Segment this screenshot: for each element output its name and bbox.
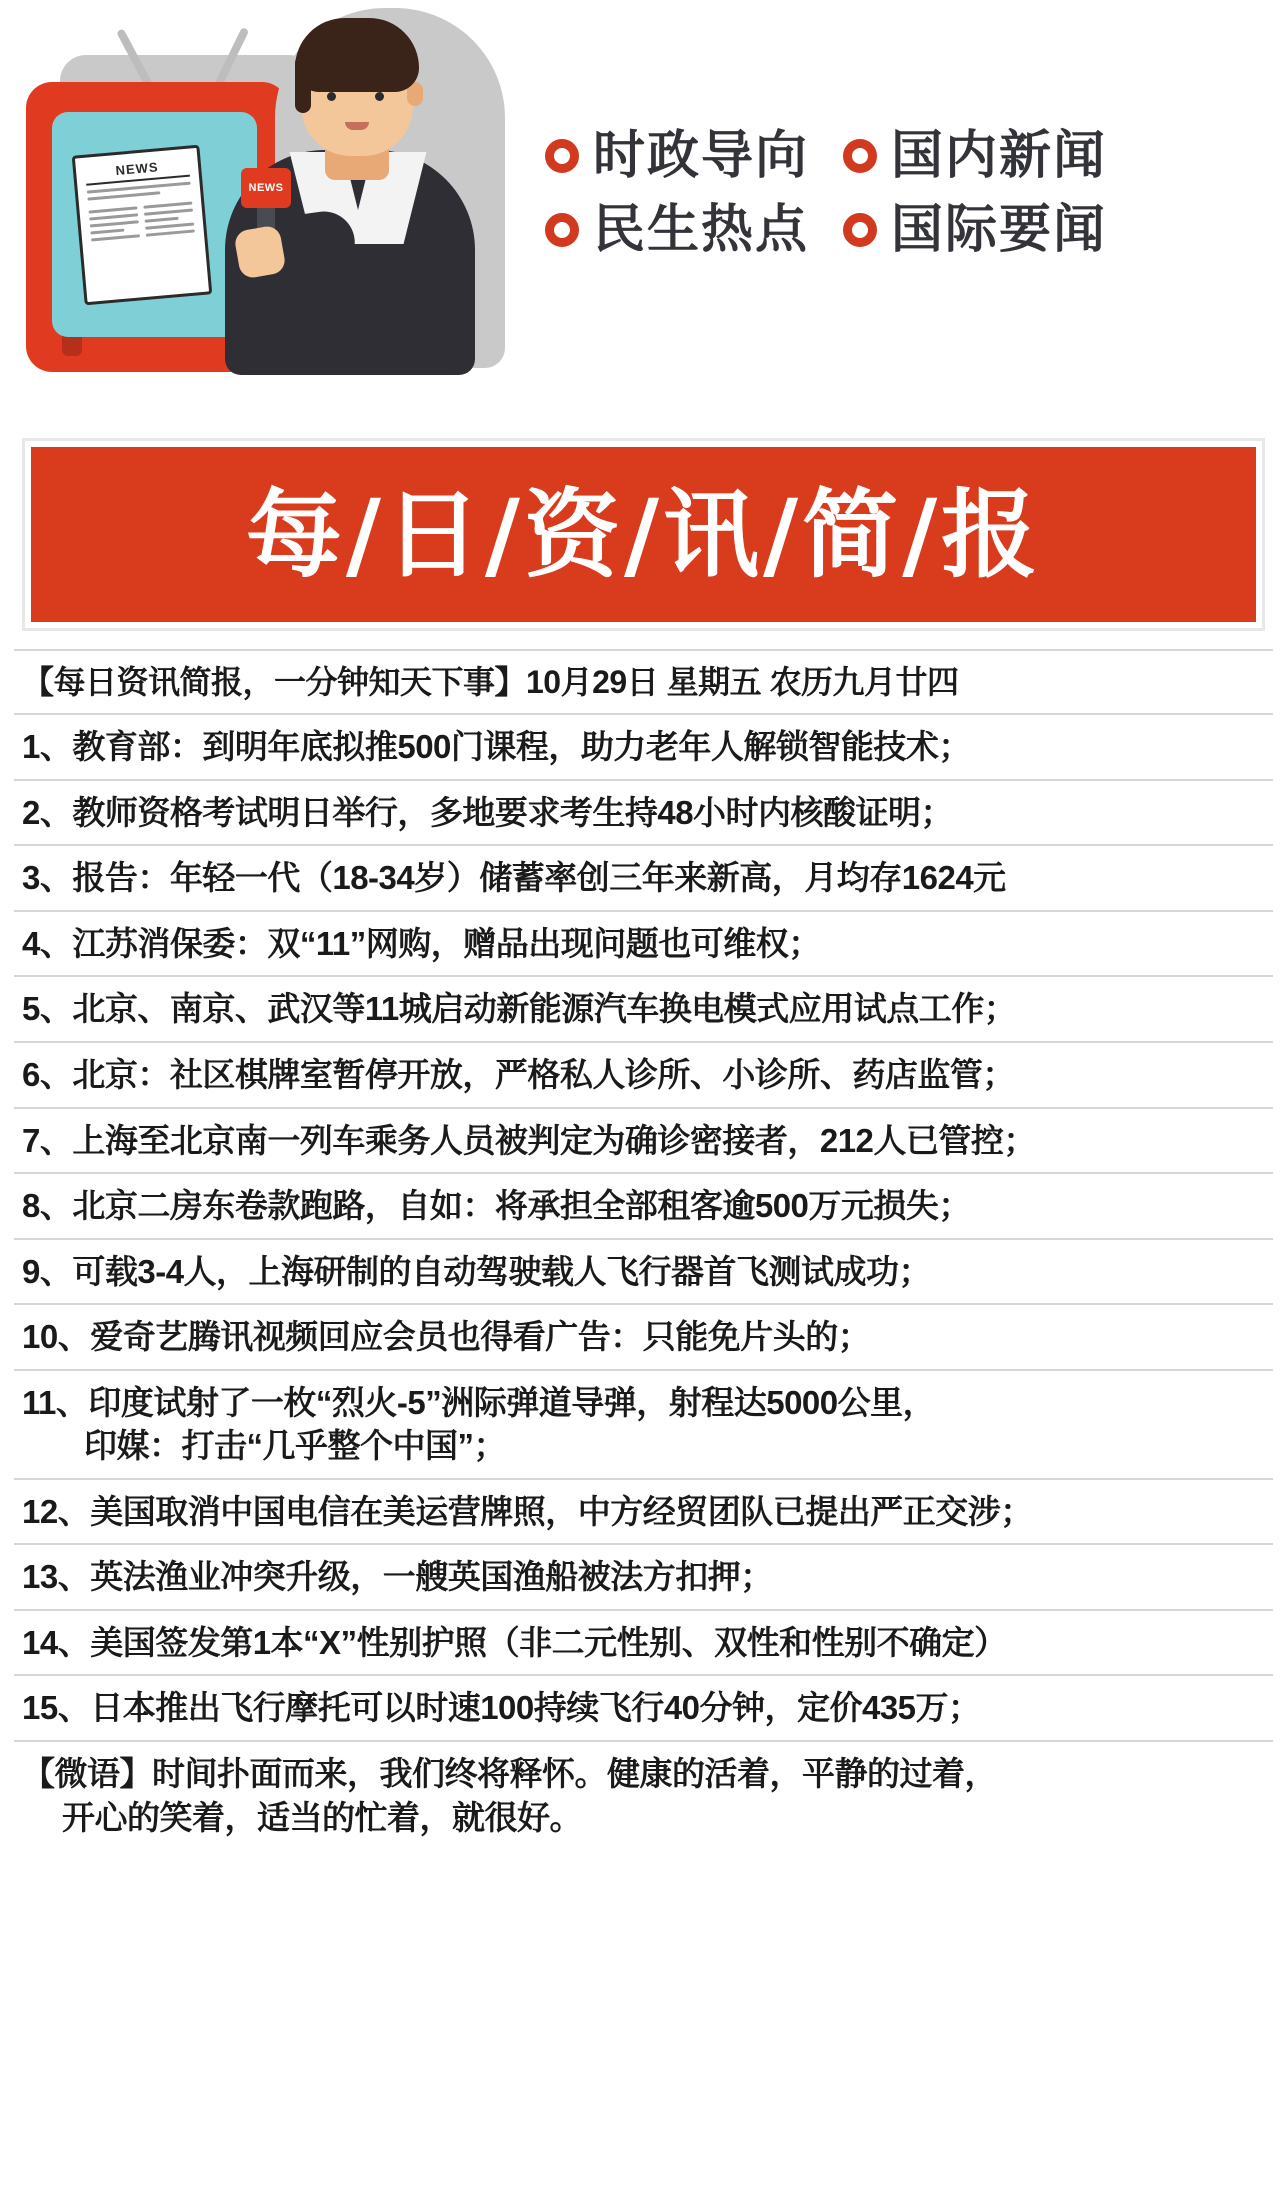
slogan-item (545, 201, 810, 259)
list-item: 13、英法渔业冲突升级，一艘英国渔船被法方扣押； (14, 1545, 1273, 1611)
list-item: 10、爱奇艺腾讯视频回应会员也得看广告：只能免片头的； (14, 1305, 1273, 1371)
newspaper-line (87, 191, 160, 200)
list-item: 7、上海至北京南一列车乘务人员被判定为确诊密接者，212人已管控； (14, 1109, 1273, 1175)
anchor-eyebrow-left (321, 80, 343, 85)
newspaper-masthead: NEWS (85, 157, 190, 186)
newspaper-line (145, 217, 179, 223)
closing-remark-line-2: 开心的笑着，适当的忙着，就很好。 (62, 1798, 582, 1836)
newspaper-line (144, 209, 193, 216)
page-title: 每/日/资/讯/简/报 (245, 478, 1042, 591)
newspaper-line (91, 234, 140, 241)
newspaper-icon (72, 145, 213, 306)
list-item: 14、美国签发第1本“X”性别护照（非二元性别、双性和性别不确定） (14, 1611, 1273, 1677)
newspaper-line (145, 222, 194, 229)
slogan-item (545, 127, 810, 185)
newspaper-line (146, 229, 195, 236)
newspaper-line (89, 206, 138, 213)
news-list (14, 649, 1273, 1849)
anchor-eye-left (327, 92, 336, 101)
list-item: 9、可载3-4人，上海研制的自动驾驶载人飞行器首飞测试成功； (14, 1240, 1273, 1306)
slogan-label: 民生热点 (593, 201, 810, 259)
bullet-ring-icon (545, 139, 579, 173)
header-illustration (0, 0, 1287, 430)
closing-remark (14, 1742, 1273, 1849)
newspaper-line (90, 220, 139, 227)
bullet-ring-icon (545, 213, 579, 247)
newspaper-line (143, 202, 192, 209)
list-item-line-1: 11、印度试射了一枚“烈火-5”洲际弹道导弹，射程达5000公里， (22, 1383, 936, 1421)
anchor-hand (233, 224, 287, 279)
slogan-item (843, 127, 1108, 185)
slogan-label: 时政导向 (593, 127, 810, 185)
slogan-item (843, 201, 1108, 259)
anchor-eye-right (375, 92, 384, 101)
slogan-row-1 (545, 127, 1265, 185)
list-item: 15、日本推出飞行摩托可以时速100持续飞行40分钟，定价435万； (14, 1676, 1273, 1742)
slogan-row-2 (545, 201, 1265, 259)
briefing-headline: 【每日资讯简报，一分钟知天下事】10月29日 星期五 农历九月廿四 (14, 651, 1273, 715)
newspaper-column (88, 202, 140, 245)
slogan-block (545, 127, 1265, 278)
list-item: 8、北京二房东卷款跑路，自如：将承担全部租客逾500万元损失； (14, 1174, 1273, 1240)
title-banner-frame (22, 438, 1265, 631)
list-item: 3、报告：年轻一代（18-34岁）储蓄率创三年来新高，月均存1624元 (14, 846, 1273, 912)
list-item (14, 1371, 1273, 1480)
list-item: 4、江苏消保委：双“11”网购，赠品出现问题也可维权； (14, 912, 1273, 978)
microphone-icon: NEWS (241, 168, 291, 208)
list-item: 12、美国取消中国电信在美运营牌照，中方经贸团队已提出严正交涉； (14, 1480, 1273, 1546)
slogan-label: 国际要闻 (891, 201, 1108, 259)
newspaper-line (89, 213, 138, 220)
slogan-label: 国内新闻 (891, 127, 1108, 185)
list-item-line-2: 印媒：打击“几乎整个中国”； (84, 1427, 506, 1465)
list-item: 1、教育部：到明年底拟推500门课程，助力老年人解锁智能技术； (14, 715, 1273, 781)
bullet-ring-icon (843, 139, 877, 173)
newspaper-column (143, 198, 195, 241)
list-item: 6、北京：社区棋牌室暂停开放，严格私人诊所、小诊所、药店监管； (14, 1043, 1273, 1109)
newspaper-line (90, 229, 124, 235)
list-item: 5、北京、南京、武汉等11城启动新能源汽车换电模式应用试点工作； (14, 977, 1273, 1043)
closing-remark-line-1: 【微语】时间扑面而来，我们终将释怀。健康的活着，平静的过着， (22, 1754, 997, 1792)
bullet-ring-icon (843, 213, 877, 247)
list-item: 2、教师资格考试明日举行，多地要求考生持48小时内核酸证明； (14, 781, 1273, 847)
title-banner (31, 447, 1256, 622)
newspaper-columns (88, 198, 195, 246)
anchor-eyebrow-right (369, 80, 391, 85)
news-anchor-illustration (215, 0, 505, 380)
anchor-hair-side (295, 55, 311, 113)
anchor-hair (295, 18, 419, 92)
